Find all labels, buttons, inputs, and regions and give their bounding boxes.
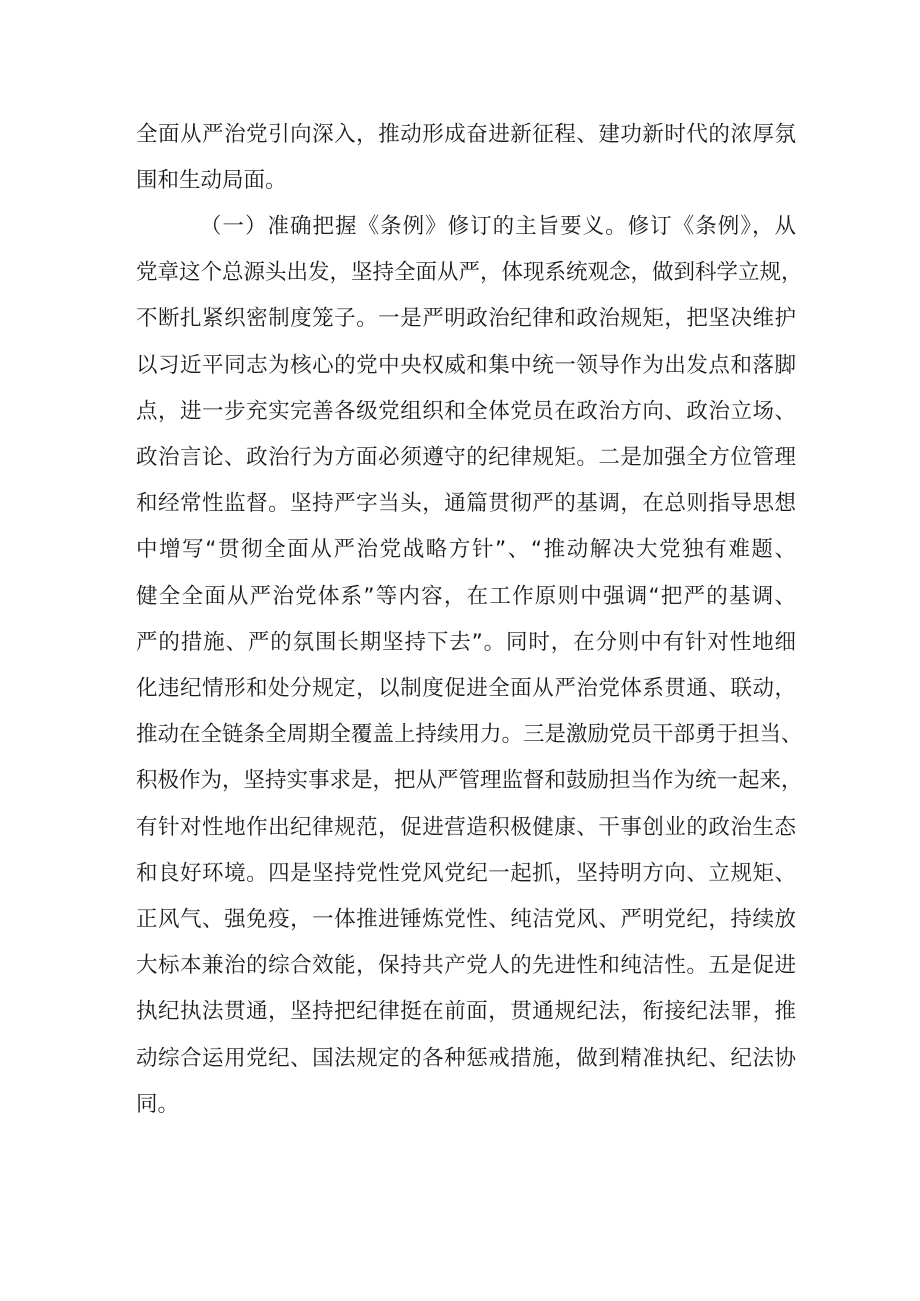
intro-line: 全面从严治党引向深入，推动形成奋进新征程、建功新时代的浓厚氛: [136, 122, 796, 147]
section-heading-line: （一）准确把握《条例》修订的主旨要义。修订《条例》，从: [200, 214, 796, 239]
section-line: 和经常性监督。坚持严字当头，通篇贯彻严的基调，在总则指导思想: [136, 491, 796, 517]
intro-paragraph: [136, 112, 796, 204]
section-paragraph: [136, 204, 803, 1128]
section-line: 严的措施、严的氛围长期坚持下去”。同时，在分则中有针对性地细: [136, 629, 796, 655]
section-line: 以习近平同志为核心的党中央权威和集中统一领导作为出发点和落脚: [136, 352, 796, 378]
section-line: 执纪执法贯通，坚持把纪律挺在前面，贯通规纪法，衔接纪法罪，推: [136, 999, 796, 1025]
section-line: 和良好环境。四是坚持党性党风党纪一起抓，坚持明方向、立规矩、: [136, 860, 796, 886]
section-line: 不断扎紧织密制度笼子。一是严明政治纪律和政治规矩，把坚决维护: [136, 306, 796, 332]
section-line: 政治言论、政治行为方面必须遵守的纪律规矩。二是加强全方位管理: [136, 445, 796, 471]
section-line: 推动在全链条全周期全覆盖上持续用力。三是激励党员干部勇于担当、: [136, 722, 803, 748]
section-line: 大标本兼治的综合效能，保持共产党人的先进性和纯洁性。五是促进: [136, 953, 796, 979]
section-line: 健全全面从严治党体系”等内容，在工作原则中强调“把严的基调、: [136, 583, 796, 609]
section-line: 积极作为，坚持实事求是，把从严管理监督和鼓励担当作为统一起来，: [136, 768, 803, 794]
section-line: 动综合运用党纪、国法规定的各种惩戒措施，做到精准执纪、纪法协: [136, 1045, 796, 1071]
section-line: 化违纪情形和处分规定，以制度促进全面从严治党体系贯通、联动，: [136, 676, 796, 702]
section-line: 党章这个总源头出发，坚持全面从严，体现系统观念，做到科学立规，: [136, 260, 803, 286]
intro-line: 围和生动局面。: [136, 168, 287, 194]
section-line: 正风气、强免疫，一体推进锤炼党性、纯洁党风、严明党纪，持续放: [136, 907, 796, 933]
section-line: 点，进一步充实完善各级党组织和全体党员在政治方向、政治立场、: [136, 398, 796, 424]
section-line: 有针对性地作出纪律规范，促进营造积极健康、干事创业的政治生态: [136, 814, 796, 840]
section-line: 同。: [136, 1091, 180, 1117]
section-line: 中增写“贯彻全面从严治党战略方针”、“推动解决大党独有难题、: [136, 537, 796, 563]
